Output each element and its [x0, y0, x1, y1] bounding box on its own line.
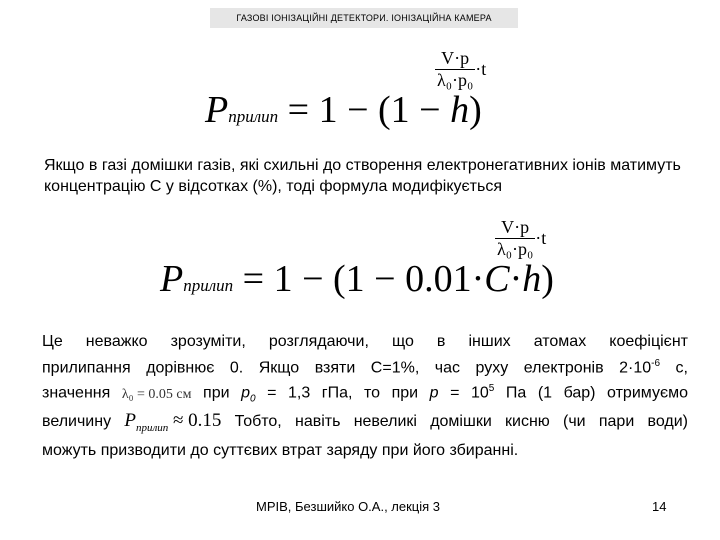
line2-text: прилипання дорівнює 0. Якщо взяти С=1%, час руху електронів 2·10	[42, 358, 652, 376]
p-inline: P	[124, 410, 136, 432]
line3-mid: при	[203, 384, 242, 402]
line4-start: величину	[42, 413, 112, 431]
formula-h: h	[450, 89, 470, 131]
formula-2-exponent	[495, 217, 546, 260]
paragraph-2-line-5: можуть призводити до суттєвих втрат заряду при його збиранні.	[42, 441, 519, 459]
line3-rest: = 1,3 гПа, то при	[255, 384, 430, 402]
formula-p: P	[205, 89, 229, 131]
formula-2	[160, 205, 590, 305]
formula-close: )	[469, 89, 482, 131]
formula-1	[205, 40, 515, 140]
line3-p0-sub: 0	[249, 393, 256, 405]
line3-p0: p	[241, 384, 250, 402]
formula-p: P	[160, 258, 184, 300]
formula-2-body	[160, 257, 554, 301]
slide-header: ГАЗОВІ ІОНІЗАЦІЙНІ ДЕТЕКТОРИ. ІОНІЗАЦІЙНА КАМЕРА	[210, 8, 518, 28]
line3-sup: 5	[488, 383, 495, 395]
exponent-t: ·t	[475, 59, 487, 79]
exponent-denominator: λ₀·p₀	[437, 70, 474, 90]
lambda-inline-formula: λ₀ = 0.05 см	[121, 386, 192, 402]
formula-1-body	[205, 88, 482, 132]
line3-p: p	[429, 384, 439, 402]
formula-1-exponent	[435, 48, 486, 91]
line2-sup: -6	[651, 357, 661, 369]
formula-rhs: = 1 − (1 − 0.01·	[242, 258, 485, 300]
p-inline-sub: прилип	[135, 422, 169, 435]
line2-end: с,	[660, 358, 688, 376]
page-number: 14	[652, 499, 667, 514]
formula-sub: прилип	[228, 107, 279, 126]
line3-start: значення	[42, 384, 111, 402]
paragraph-1: Якщо в газі домішки газів, які схильні до створення електронегативних іонів матимуть концентрацію С у відсотках (%), тоді формула модифікується	[44, 157, 681, 195]
paragraph-2	[42, 331, 688, 461]
formula-h: h	[522, 258, 542, 300]
paragraph-2-line-4	[42, 410, 688, 439]
line4-rest: Тобто, навіть невеликі домішки кисню (чи пари води)	[221, 413, 688, 431]
formula-c: C	[484, 258, 510, 300]
formula-close: )	[541, 258, 554, 300]
formula-sub: прилип	[183, 276, 234, 295]
line3-end: Па (1 бар) отримуємо	[494, 384, 689, 402]
exponent-numerator: V·p	[501, 217, 530, 237]
formula-dot: ·	[509, 258, 523, 300]
formula-rhs: = 1 − (1 −	[287, 89, 451, 131]
footer-author: МРІВ, Безшийко О.А., лекція 3	[256, 499, 441, 514]
paragraph-2-line-3	[42, 378, 688, 410]
line3-eq: = 10	[438, 384, 489, 402]
paragraph-2-line-1: Це неважко зрозуміти, розглядаючи, що в інших атомах коефіцієнт	[42, 333, 688, 350]
exponent-fraction	[495, 217, 535, 260]
p-inline-val: ≈ 0.15	[168, 410, 222, 432]
exponent-denominator: λ₀·p₀	[497, 239, 534, 259]
exponent-fraction	[435, 48, 475, 91]
p-inline-formula	[124, 410, 221, 439]
exponent-t: ·t	[535, 228, 547, 248]
exponent-numerator: V·p	[441, 48, 470, 68]
paragraph-2-line-2	[42, 353, 688, 379]
